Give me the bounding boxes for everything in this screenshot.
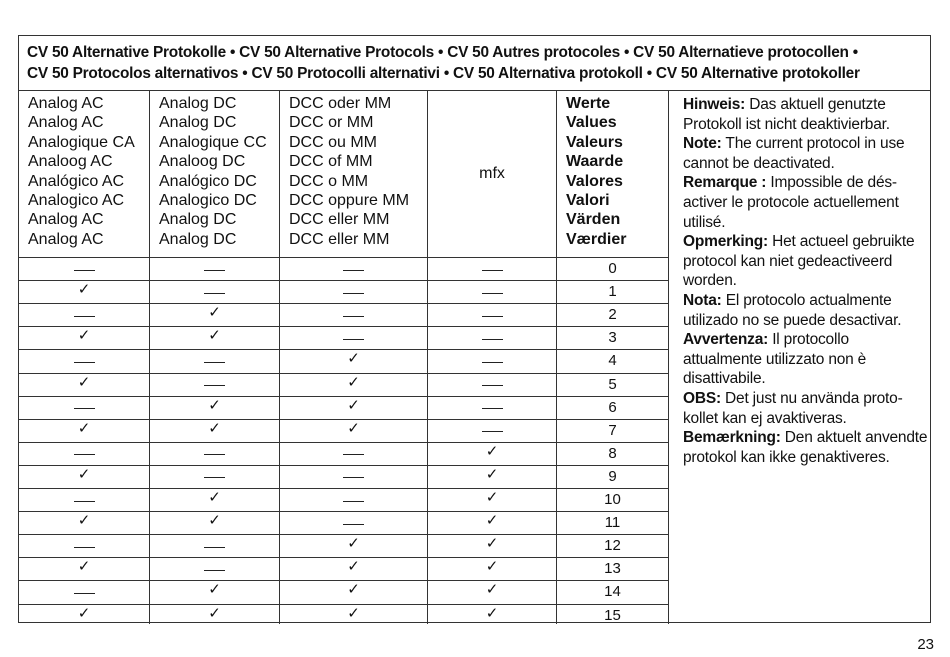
dash-icon (204, 570, 225, 571)
table-row (19, 419, 668, 442)
cell-ac (19, 420, 149, 442)
header-line: Analog AC (28, 95, 104, 112)
checkmark-icon: ✓ (77, 372, 91, 391)
cell-mfx (428, 443, 556, 465)
dash-icon (204, 270, 225, 271)
cell-value: 1 (608, 283, 617, 301)
dash-icon (482, 316, 503, 317)
dash-icon (204, 547, 225, 548)
checkmark-icon: ✓ (208, 418, 221, 437)
table-row (19, 557, 668, 580)
cell-mfx (428, 304, 556, 326)
header-line: Valores (566, 172, 623, 190)
cell-value: 4 (608, 352, 617, 370)
page-number: 23 (917, 636, 934, 653)
cell-dcc (280, 374, 427, 396)
cell-ac (19, 327, 149, 349)
checkmark-icon: ✓ (485, 580, 499, 599)
note-text: Het actueel gebruikte protocol kan niet gedeactiveerd worden. (683, 233, 915, 290)
header-line: Værdier (566, 230, 627, 248)
cell-dc (150, 581, 279, 603)
cell-dcc (280, 420, 427, 442)
cell-value: 11 (604, 514, 621, 532)
cell-dcc (280, 535, 427, 557)
notes-panel (679, 91, 929, 467)
cell-mfx (428, 397, 556, 419)
table-title (19, 36, 930, 91)
cell-dcc (280, 581, 427, 603)
header-line: DCC o MM (289, 172, 369, 190)
header-line: Analog DC (159, 95, 237, 112)
dash-icon (482, 408, 503, 409)
cell-dcc (280, 350, 427, 372)
header-line: Analog AC (28, 230, 104, 248)
checkmark-icon: ✓ (208, 395, 221, 414)
cell-ac (19, 281, 149, 303)
table-row (19, 303, 668, 326)
cell-mfx (428, 420, 556, 442)
cell-dc (150, 281, 279, 303)
cell-ac (19, 558, 149, 580)
note-label: Opmerking: (683, 233, 768, 251)
cell-mfx (428, 374, 556, 396)
header-line: Analógico AC (28, 172, 125, 190)
checkmark-icon: ✓ (77, 557, 91, 576)
header-line: Analogico DC (159, 192, 257, 210)
header-line: Analoog DC (159, 153, 246, 171)
checkmark-icon: ✓ (485, 557, 499, 576)
note-paragraph (683, 232, 929, 291)
dash-icon (204, 362, 225, 363)
cell-ac (19, 605, 149, 627)
cell-dcc (280, 466, 427, 488)
table-row (19, 373, 668, 396)
dash-icon (74, 454, 95, 455)
cell-dc (150, 304, 279, 326)
table-row (19, 511, 668, 534)
cell-ac (19, 466, 149, 488)
dash-icon (74, 547, 95, 548)
dash-icon (482, 270, 503, 271)
header-analog-dc (150, 91, 279, 257)
checkmark-icon: ✓ (347, 395, 360, 414)
header-mfx (428, 91, 556, 257)
dash-icon (343, 524, 364, 525)
checkmark-icon: ✓ (77, 464, 91, 483)
checkmark-icon: ✓ (77, 603, 91, 622)
cell-mfx (428, 535, 556, 557)
cell-dcc (280, 397, 427, 419)
cell-value: 8 (608, 444, 617, 462)
dash-icon (343, 270, 364, 271)
cell-dc (150, 489, 279, 511)
dash-icon (204, 454, 225, 455)
note-label: Avvertenza: (683, 331, 769, 349)
cell-ac (19, 374, 149, 396)
cell-dc (150, 443, 279, 465)
protocol-table (18, 35, 931, 623)
cell-ac (19, 535, 149, 557)
dash-icon (482, 293, 503, 294)
note-text: Den aktuelt anvendte protokol kan ikke genaktiveres. (683, 429, 928, 466)
cell-dcc (280, 605, 427, 627)
cell-dcc (280, 443, 427, 465)
note-paragraph (683, 428, 929, 467)
cell-dcc (280, 327, 427, 349)
dash-icon (204, 477, 225, 478)
dash-icon (343, 477, 364, 478)
cell-dcc (280, 258, 427, 280)
dash-icon (74, 270, 95, 271)
dash-icon (482, 362, 503, 363)
checkmark-icon: ✓ (347, 557, 360, 576)
checkmark-icon: ✓ (347, 603, 360, 622)
cell-value: 10 (604, 491, 621, 508)
cell-dc (150, 420, 279, 442)
header-line: Analoog AC (28, 153, 113, 171)
header-line: Values (566, 114, 617, 132)
dash-icon (74, 501, 95, 502)
cell-value: 9 (608, 467, 617, 485)
note-text: Impossible de désactiver le protocole actuellement utilisé. (683, 174, 899, 231)
header-mfx-label: mfx (479, 165, 505, 183)
checkmark-icon: ✓ (347, 372, 360, 391)
table-row (19, 396, 668, 419)
checkmark-icon: ✓ (208, 511, 221, 530)
cell-value: 5 (608, 375, 617, 393)
header-line: Analogico AC (28, 192, 125, 210)
table-row (19, 326, 668, 349)
cell-value: 6 (608, 398, 617, 416)
header-line: DCC or MM (289, 114, 374, 132)
cell-dc (150, 374, 279, 396)
note-label: Note: (683, 135, 722, 153)
table-row (19, 349, 668, 372)
cell-mfx (428, 512, 556, 534)
dash-icon (343, 339, 364, 340)
cell-value: 13 (604, 560, 621, 578)
dash-icon (482, 339, 503, 340)
dash-icon (74, 593, 95, 594)
cell-dc (150, 350, 279, 372)
note-paragraph (683, 173, 929, 232)
table-row (19, 488, 668, 511)
cell-ac (19, 350, 149, 372)
header-line: Valori (566, 192, 610, 210)
cell-ac (19, 581, 149, 603)
note-text: El protocolo actualmente utilizado no se puede desactivar. (683, 291, 902, 329)
cell-dc (150, 535, 279, 557)
table-row (19, 257, 668, 280)
cell-dc (150, 512, 279, 534)
header-line: Analógico DC (159, 172, 257, 190)
checkmark-icon: ✓ (77, 280, 91, 299)
note-paragraph (683, 291, 929, 330)
dash-icon (482, 431, 503, 432)
note-text: The current protocol in use cannot be deactivated. (683, 135, 905, 172)
header-line: Werte (566, 95, 611, 112)
cell-mfx (428, 350, 556, 372)
cell-value: 0 (608, 260, 617, 277)
dash-icon (74, 316, 95, 317)
header-analog-ac (19, 91, 149, 257)
cell-mfx (428, 581, 556, 603)
checkmark-icon: ✓ (208, 326, 221, 345)
cell-value: 2 (608, 306, 617, 324)
cell-ac (19, 489, 149, 511)
cell-dc (150, 558, 279, 580)
note-text: Das aktuell genutzte Protokoll ist nicht deaktivierbar. (683, 96, 890, 133)
note-paragraph (683, 330, 929, 389)
header-line: Analog DC (159, 211, 237, 229)
header-line: Analog AC (28, 211, 104, 229)
header-line: Analogique CC (159, 133, 267, 151)
cell-ac (19, 443, 149, 465)
cell-mfx (428, 466, 556, 488)
cell-dc (150, 605, 279, 627)
dash-icon (482, 385, 503, 386)
table-row (19, 534, 668, 557)
checkmark-icon: ✓ (208, 303, 221, 322)
checkmark-icon: ✓ (208, 488, 221, 506)
note-label: Hinweis: (683, 96, 746, 113)
header-line: Analog AC (28, 114, 104, 132)
table-row (19, 604, 668, 627)
dash-icon (204, 293, 225, 294)
note-label: Nota: (683, 291, 722, 309)
checkmark-icon: ✓ (485, 488, 499, 506)
cell-ac (19, 512, 149, 534)
cell-dcc (280, 489, 427, 511)
note-paragraph (683, 134, 929, 173)
dash-icon (343, 293, 364, 294)
dash-icon (204, 385, 225, 386)
header-line: Valeurs (566, 133, 623, 151)
header-dcc-mm (280, 91, 427, 257)
cell-dc (150, 397, 279, 419)
cell-ac (19, 397, 149, 419)
dash-icon (343, 454, 364, 455)
checkmark-icon: ✓ (77, 326, 91, 345)
note-label: Bemærkning: (683, 429, 781, 447)
column-divider (668, 91, 669, 624)
note-label: Remarque : (683, 174, 767, 192)
table-row (19, 465, 668, 488)
dash-icon (343, 316, 364, 317)
cell-value: 14 (604, 583, 621, 601)
checkmark-icon: ✓ (208, 603, 221, 622)
cell-value: 3 (608, 329, 617, 347)
header-line: Analog DC (159, 230, 237, 248)
cell-value: 15 (604, 606, 621, 624)
header-line: Waarde (566, 153, 624, 171)
note-text: Det just nu använda protokollet kan ej avaktiveras. (683, 389, 903, 427)
note-paragraph (683, 389, 929, 428)
cell-mfx (428, 489, 556, 511)
cell-dc (150, 466, 279, 488)
header-line: DCC eller MM (289, 230, 390, 248)
header-line: DCC ou MM (289, 133, 378, 151)
header-line: DCC of MM (289, 153, 373, 171)
dash-icon (74, 408, 95, 409)
header-line: DCC eller MM (289, 211, 390, 229)
header-values (557, 91, 668, 257)
title-line-2: CV 50 Protocolos alternativos • CV 50 Protocolli alternativi • CV 50 Alternativa protokoll • CV 50 Alternative protokoller (27, 65, 860, 82)
checkmark-icon: ✓ (485, 441, 499, 460)
note-paragraph (683, 95, 929, 134)
cell-ac (19, 258, 149, 280)
cell-mfx (428, 281, 556, 303)
checkmark-icon: ✓ (208, 580, 221, 599)
cell-dcc (280, 512, 427, 534)
note-text: Il protocollo attualmente utilizzato non è disattivabile. (683, 331, 867, 388)
cell-ac (19, 304, 149, 326)
cell-dc (150, 327, 279, 349)
cell-mfx (428, 558, 556, 580)
cell-dc (150, 258, 279, 280)
table-row (19, 442, 668, 465)
checkmark-icon: ✓ (347, 349, 360, 368)
cell-value: 7 (608, 421, 617, 439)
note-label: OBS: (683, 389, 721, 407)
checkmark-icon: ✓ (485, 511, 499, 530)
cell-mfx (428, 327, 556, 349)
table-row (19, 580, 668, 603)
dash-icon (343, 501, 364, 502)
checkmark-icon: ✓ (347, 418, 360, 437)
checkmark-icon: ✓ (77, 511, 91, 530)
checkmark-icon: ✓ (485, 464, 499, 483)
header-line: DCC oder MM (289, 95, 392, 112)
header-line: Värden (566, 211, 621, 229)
checkmark-icon: ✓ (485, 534, 499, 553)
cell-dcc (280, 281, 427, 303)
cell-value: 12 (604, 537, 621, 555)
cell-mfx (428, 605, 556, 627)
cell-mfx (428, 258, 556, 280)
checkmark-icon: ✓ (77, 418, 91, 437)
checkmark-icon: ✓ (485, 603, 499, 622)
title-line-1: CV 50 Alternative Protokolle • CV 50 Alternative Protocols • CV 50 Autres protocoles • CV 50 Alternatieve protocollen • (27, 44, 858, 61)
header-line: DCC oppure MM (289, 192, 410, 210)
checkmark-icon: ✓ (347, 580, 360, 599)
header-line: Analogique CA (28, 133, 135, 151)
header-line: Analog DC (159, 114, 237, 132)
table-row (19, 280, 668, 303)
cell-dcc (280, 304, 427, 326)
dash-icon (74, 362, 95, 363)
checkmark-icon: ✓ (347, 534, 360, 553)
cell-dcc (280, 558, 427, 580)
